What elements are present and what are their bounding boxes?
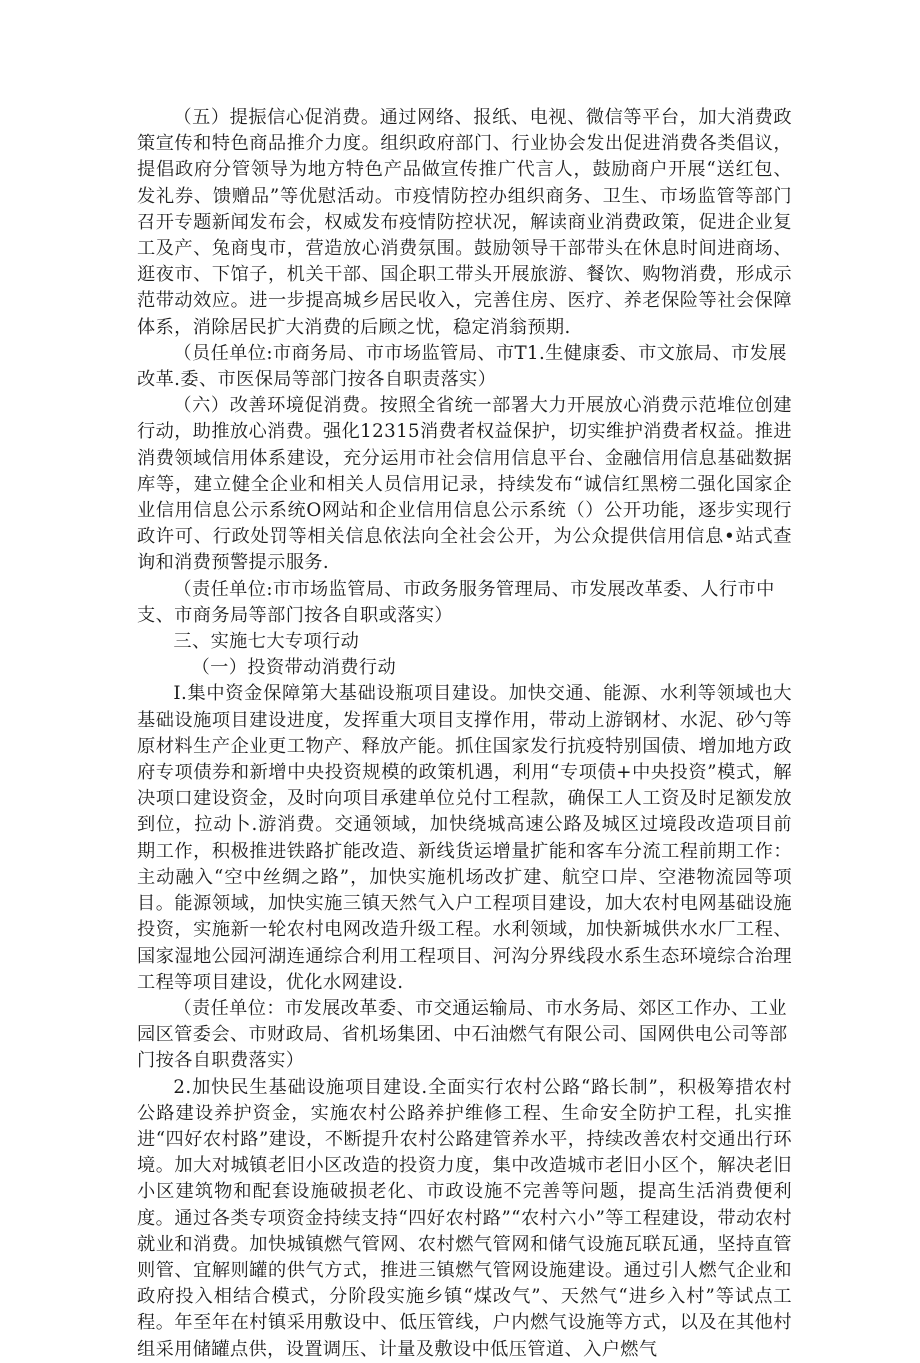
paragraph-boost-confidence: （五）提振信心促消费。通过网络、报纸、电视、微信等平台，加大消费政策宣传和特色商品推介力度。组织政府部门、行业协会发出促进消费各类倡议，提倡政府分管领导为地方特色产品做宣传推广代言人，鼓励商户开展“送红包、发礼券、馈赠品”等优慰活动。市疫情防控办组织商务、卫生、市场监管等部门召开专题新闻发布会，权威发布疫情防控状况，解读商业消费政策，促进企业复工及产、兔商曳市，营造放心消费氛围。鼓励领导干部带头在休息时间进商场、逛夜市、下馆子，机关干部、国企职工带头开展旅游、餐饮、购物消费，形成示范带动效应。进一步提高城乡居民收入，完善住房、医疗、养老保险等社会保障体系，消除居民扩大消费的后顾之忧，稳定消翁预期. [137, 107, 792, 338]
subsection-heading-investment: （一）投资带动消费行动 [191, 657, 397, 679]
paragraph-livelihood-infrastructure: 2.加快民生基础设施项目建设.全面实行农村公路“路长制”，积极筹措农村公路建设养护资金，实施农村公路养护维修工程、生命安全防护工程，扎实推进“四好农村路”建设，不断提升农村公路建管养水平，持续改善农村交通出行环境。加大对城镇老旧小区改造的投资力度，集中改造城市老旧小区个，解决老旧小区建筑物和配套设施破损老化、市政设施不完善等问题，提高生活消费便利度。通过各类专项资金持续支持“四好农村路”“农村六小”等工程建设，带动农村就业和消费。加快城镇燃气管网、农村燃气管网和储气设施瓦联瓦通，坚持直管则管、宜解则罐的供气方式，推进三镇燃气管网设施建设。通过引人燃气企业和政府投入相结合模式，分阶段实施乡镇“煤改气”、天然气“进乡入村”等试点工程。年至年在村镇采用敷设中、低压管线，户内燃气设施等方式，以及在其他村组采用储罐点供，设置调压、计量及敷设中低压管道、入户燃气 [137, 1076, 792, 1360]
paragraph-infrastructure-projects: I.集中资金保障第大基础设瓶项目建设。加快交通、能源、水利等领域也大基础设施项目建设进度，发挥重大项目支撑作用，带动上游钢材、水泥、砂勺等原材料生产企业更工物产、释放产能。抓住国家发行抗疫特别国债、增加地方政府专项债券和新增中央投资规模的政策机遇，利用“专项债+中央投资”模式，解决项口建设资金，及时向项目承建单位兑付工程款，确保工人工资及时足额发放到位，拉动卜.游消费。交通领域，加快绕城高速公路及城区过境段改造项目前期工作，积极推进铁路扩能改造、新线货运增量扩能和客车分流工程前期工作：主动融入“空中丝绸之路”，加快实施机场改扩建、航空口岸、空港物流园等项目。能源领域，加快实施三镇天然气入户工程项目建设，加大农村电网基础设施投资，实施新一轮农村电网改造升级工程。水利领域，加快新城供水水厂工程、国家湿地公园河湖连通综合利用工程项目、河沟分界线段水系生态环境综合治理工程等项目建设，优化水网建设. [137, 683, 792, 993]
paragraph-improve-environment: （六）改善环境促消费。按照全省统一部署大力开展放心消费示范堆位创建行动，助推放心消费。强化12315消费者权益保护，切实维护消费者权益。推进消费领域信用体系建设，充分运用市社会信用信息平台、金融信用信息基础数据库等，建立健全企业和相关人员信用记录，持续发布“诚信红黑榜二强化国家企业信用信息公示系统O网站和企业信用信息公示系统（）公开功能，逐步实现行政许可、行政处罚等相关信息依法向全社会公开，为公众提供信用信息•站式查询和消费预警提示服务. [137, 395, 792, 574]
responsibility-note-1: （员任单位:市商务局、市市场监管局、市T1.生健康委、市文旅局、市发展改革.委、市医保局等部门按各自职责落实） [137, 342, 787, 391]
document-body [137, 105, 792, 1363]
responsibility-note-3: （责任单位：市发展改革委、市交通运输局、市水务局、郊区工作办、工业园区管委会、市财政局、省机场集团、中石油燃气有限公司、国网供电公司等部门按各自职费落实） [137, 997, 788, 1072]
section-heading-seven-actions: 三、实施七大专项行动 [173, 631, 360, 653]
responsibility-note-2: （责任单位:市市场监管局、市政务服务管理局、市发展改革委、人行市中支、市商务局等部门按各自职或落实） [137, 578, 775, 626]
